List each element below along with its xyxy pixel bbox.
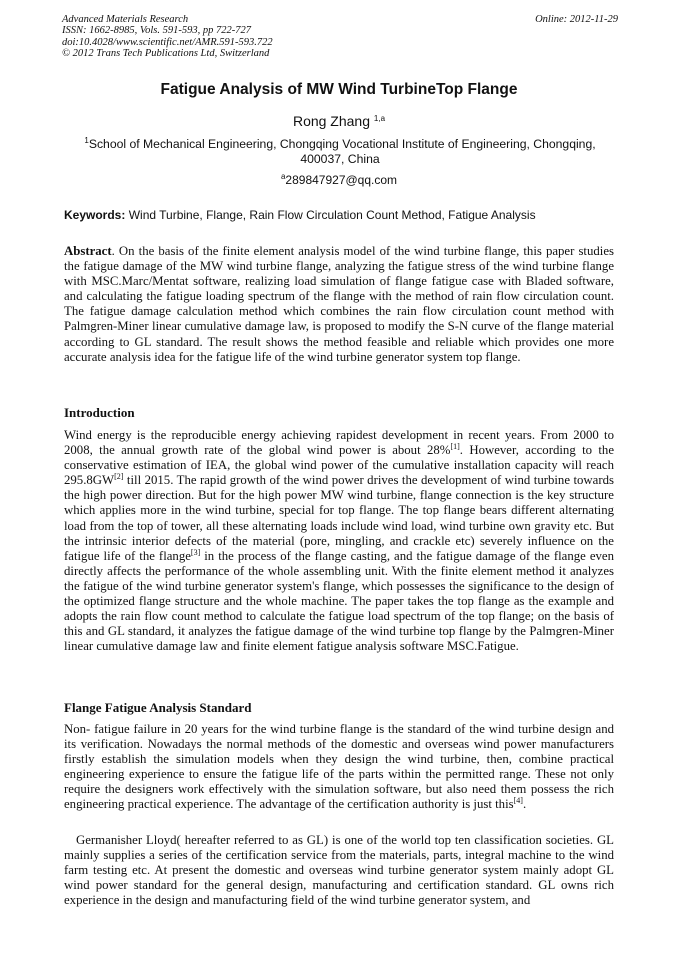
ref-1: [1] <box>450 442 460 452</box>
standard-paragraph-2: Germanisher Lloyd( hereafter referred to as GL) is one of the world top ten classification societies. GL mainly supplies a series of the certification service from the materials, parts, integral machine to the wind farm testing etc. At present the domestic and overseas wind turbine generator system mainly adopt GL wind power standard for the general design, manufacturing and certification standard. GL owns rich experience in the design and manufacturing field of the wind turbine generator system, and <box>64 833 614 908</box>
standard-text-1: Non- fatigue failure in 20 years for the wind turbine flange is the standard of the wind turbine design and its verification. Nowadays the normal methods of the domestic and overseas wind power manufacturers firstly establish the simulation models when they design the wind turbine, then, combine practical engineering experience to ensure the fatigue life of the parts within the permitted range. These not only require the designers work effectively with the simulation software, but also need them possess the rich engineering practical experience. The advantage of the certification authority is just this <box>64 722 614 812</box>
keywords-text: Wind Turbine, Flange, Rain Flow Circulation Count Method, Fatigue Analysis <box>128 208 536 222</box>
intro-text-2: . However, according to the conservative estimation of IEA, the global wind power of the cumulative installation capacity will reach 295.8GW <box>64 443 615 488</box>
author-name: Rong Zhang <box>292 113 371 129</box>
journal-name: Advanced Materials Research <box>62 14 189 25</box>
copyright-line: © 2012 Trans Tech Publications Ltd, Switzerland <box>62 47 270 59</box>
issn-line: ISSN: 1662-8985, Vols. 591-593, pp 722-727 <box>62 25 251 37</box>
abstract-text: . On the basis of the finite element analysis model of the wind turbine flange, this paper studies the fatigue damage of the MW wind turbine flange, analyzing the fatigue stress of the wind turbine flange with MSC.Marc/Mentat software, realizing load simulation of flange fatigue case with Bladed software, and calculating the fatigue loading spectrum of the flange with the method of rain flow circulation count. The fatigue damage calculation method which combines the rain flow circulation count method with Palmgren-Miner linear cumulative damage law, is proposed to modify the S-N curve of the flange material according to GL standard. The result shows the method feasible and reliable which provides one more accurate analysis idea for the fatigue life of the wind turbine generator system top flange. <box>64 244 614 364</box>
ref-4: [4] <box>513 796 523 806</box>
abstract-label: Abstract <box>64 244 112 258</box>
author-marks: 1,a <box>373 114 386 123</box>
affiliation-line-2: 400037, China <box>300 152 380 166</box>
introduction-paragraph <box>64 428 614 654</box>
online-date: Online: 2012-11-29 <box>535 14 618 25</box>
email-address: 289847927@qq.com <box>285 173 398 187</box>
standard-heading: Flange Fatigue Analysis Standard <box>64 700 252 715</box>
ref-3: [3] <box>190 547 201 557</box>
paper-title: Fatigue Analysis of MW Wind TurbineTop Flange <box>160 81 518 98</box>
affiliation-mark: 1 <box>84 136 89 145</box>
introduction-heading: Introduction <box>64 405 135 420</box>
intro-text-1: Wind energy is the reproducible energy achieving rapidest development in recent years. From 2000 to 2008, the annual growth rate of the global wind power is about 28% <box>64 428 614 458</box>
affiliation <box>70 137 610 167</box>
intro-text-3: till 2015. The rapid growth of the wind power drives the development of wind turbine towards the high power direction. But for the high power MW wind turbine, flange connection is the key structure which applies more in the wind turbine, special for top flange. The top flange bears different alternating load from the top of tower, all these alternating loads include wind load, wind turbine own gravity etc. But the intrinsic interior defects of the material (pore, mingling, and crackle etc) severely influence on the fatigue life of the flange <box>64 473 614 563</box>
doi-line: doi:10.4028/www.scientific.net/AMR.591-593.722 <box>62 36 273 48</box>
standard-paragraph-1 <box>64 722 614 813</box>
ref-2: [2] <box>114 472 124 482</box>
standard-text-1-end: . <box>522 797 527 812</box>
abstract <box>64 244 614 365</box>
keywords-label: Keywords: <box>64 208 126 222</box>
intro-text-4: in the process of the flange casting, and the fatigue damage of the flange even directly affects the performance of the whole assembling unit. With the finite element method it analyzes the fatigue of the wind turbine generator system's flange, which possesses the significance to the design of the optimized flange structure and the whole machine. The paper takes the top flange as the example and adopts the rain flow count method to calculate the fatigue load spectrum of the top flange; on the basis of this and GL standard, it analyzes the fatigue damage of the wind turbine top flange by the Palmgren-Miner linear cumulative damage law and finite element fatigue analysis software MSC.Fatigue. <box>64 548 614 654</box>
author-line <box>0 113 678 129</box>
email-line <box>0 173 678 187</box>
email-mark: a <box>280 172 286 181</box>
keywords <box>64 208 624 222</box>
affiliation-line-1: School of Mechanical Engineering, Chongqing Vocational Institute of Engineering, Chongqing, <box>88 137 596 151</box>
journal-header <box>62 14 618 59</box>
